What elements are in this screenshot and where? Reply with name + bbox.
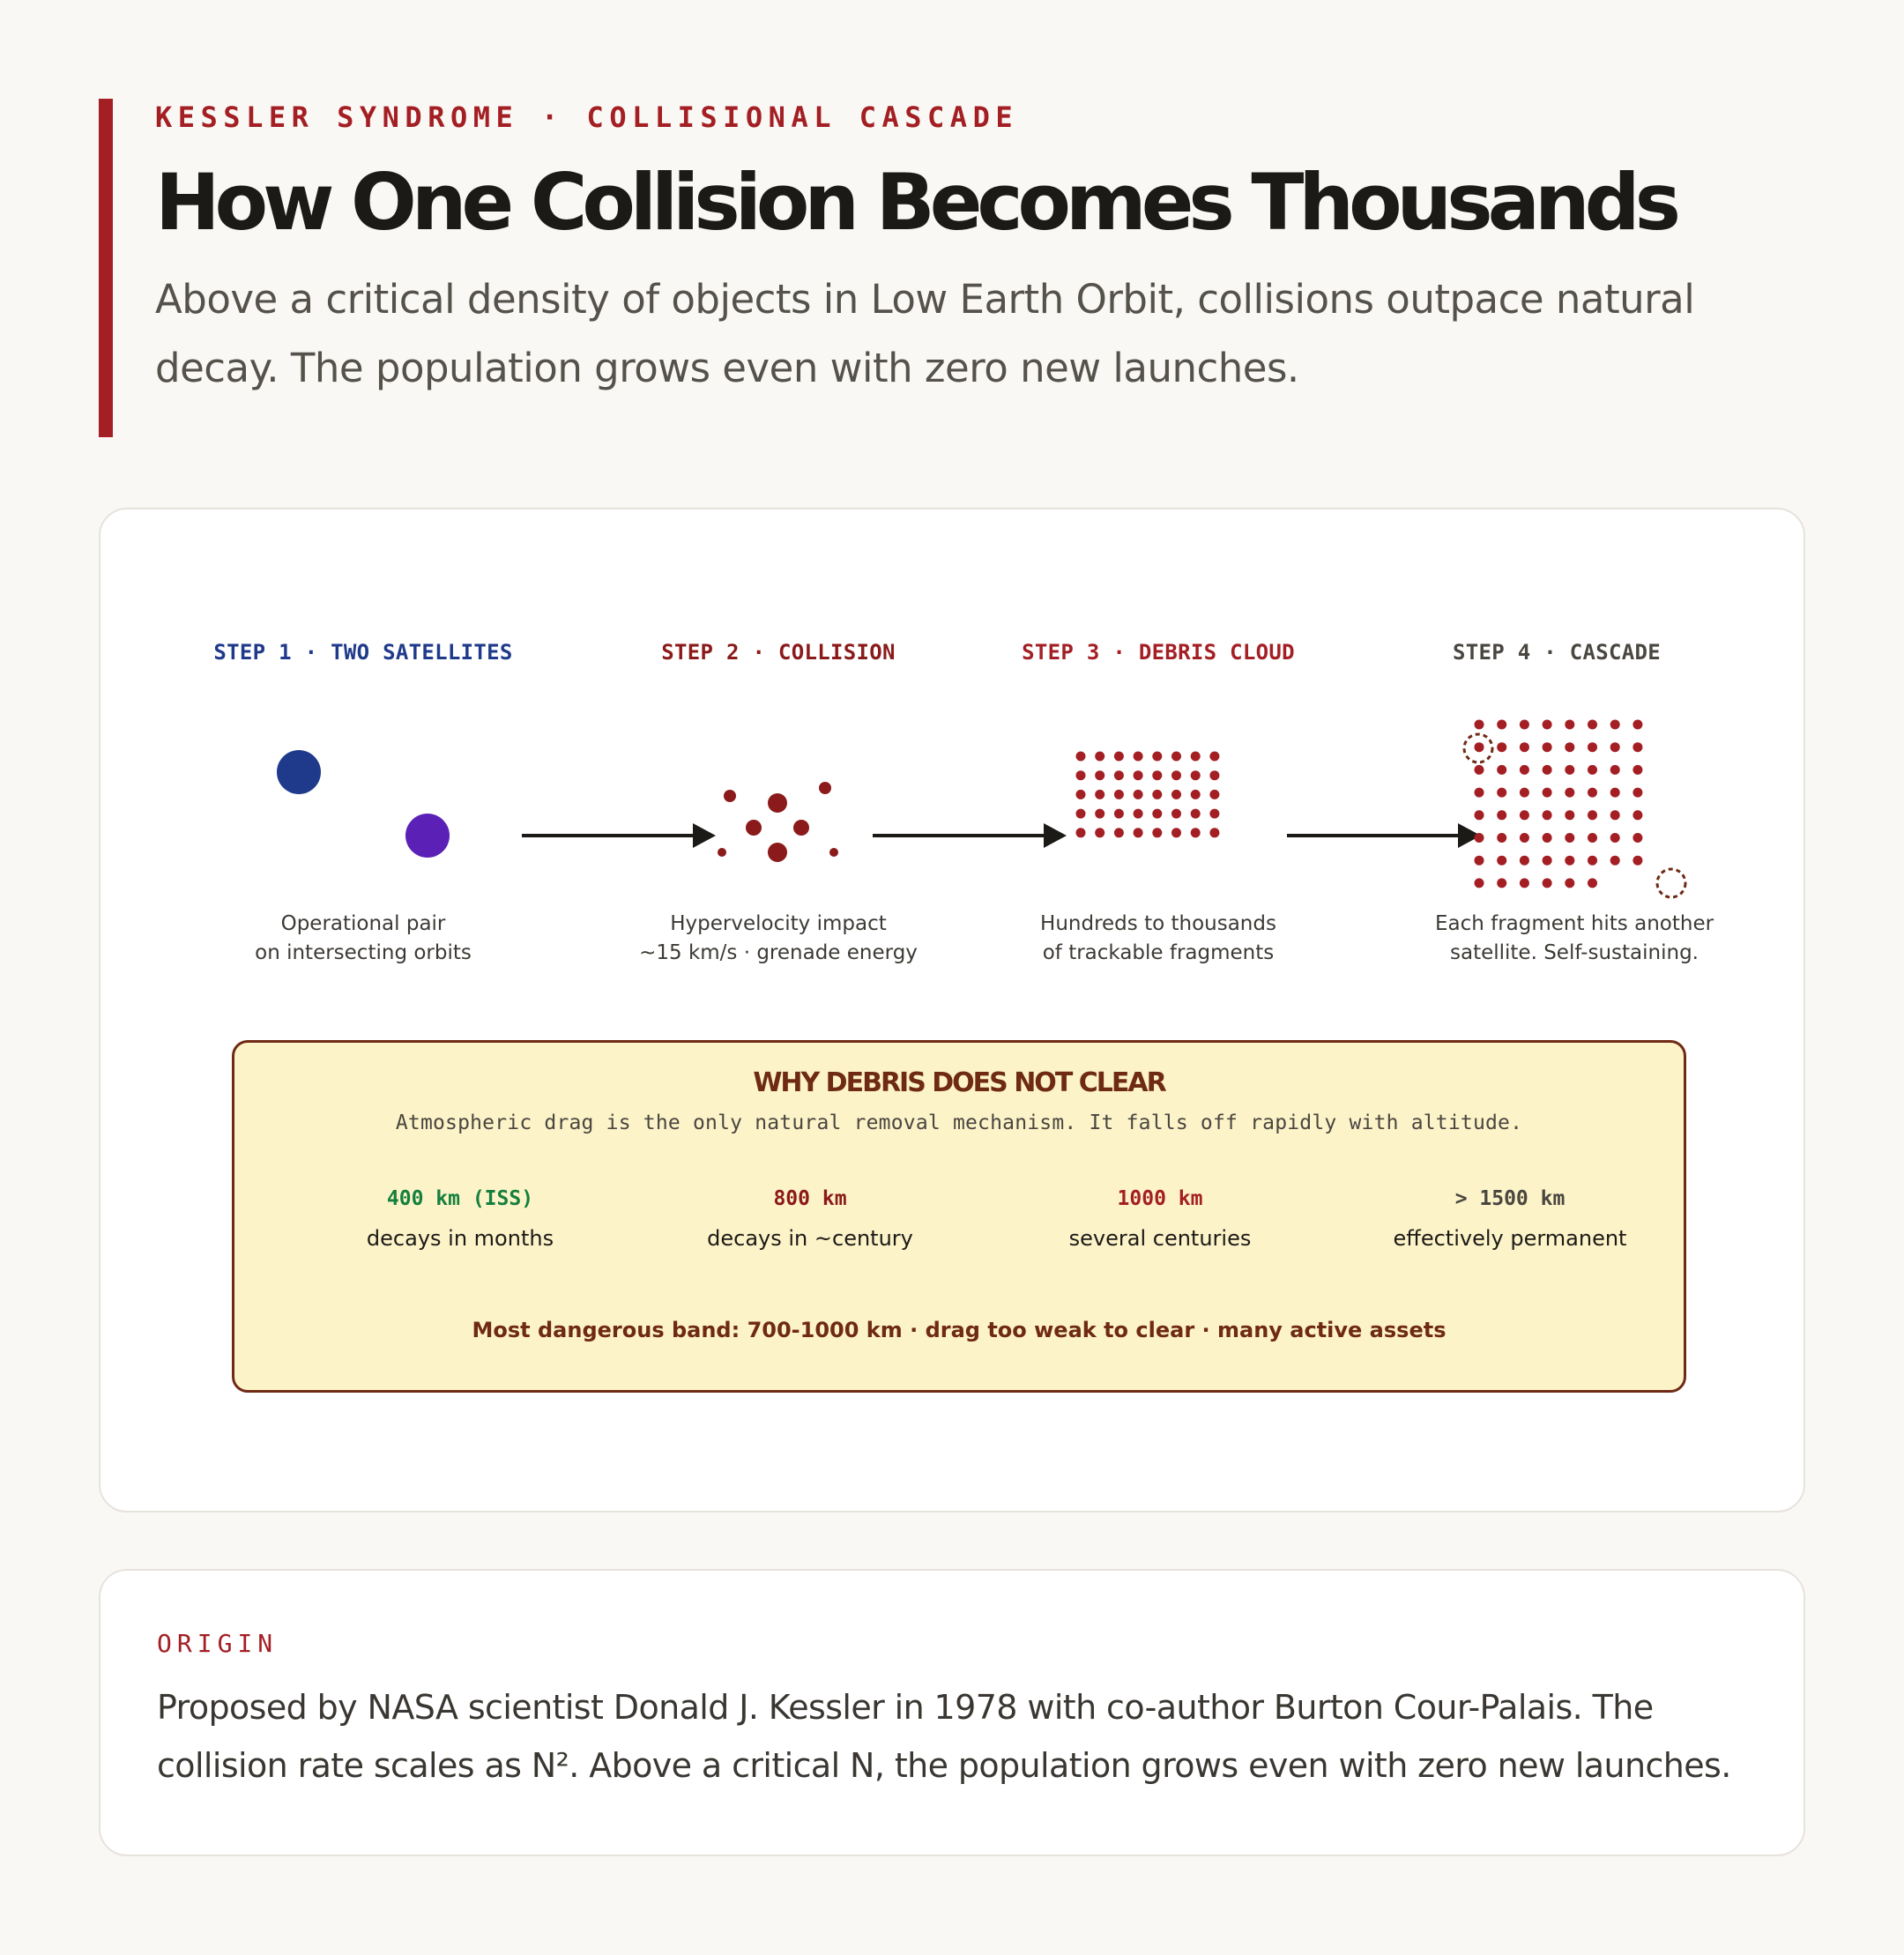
debris-fragment-icon <box>1633 765 1642 775</box>
step-2-label: STEP 2 · COLLISION <box>661 640 896 665</box>
debris-fragment-icon <box>1191 809 1201 819</box>
debris-fragment-icon <box>1588 878 1597 888</box>
debris-fragment-icon <box>1610 810 1620 820</box>
band-1500km <box>1342 1187 1677 1251</box>
eyebrow: KESSLER SYNDROME · COLLISIONAL CASCADE <box>155 100 1019 134</box>
debris-fragment-icon <box>1134 752 1143 762</box>
cascade-graphic <box>1475 720 1643 888</box>
debris-fragment-icon <box>1191 770 1201 780</box>
fragment-icon <box>724 790 736 802</box>
debris-fragment-icon <box>1152 752 1162 762</box>
step-3-caption <box>991 910 1326 968</box>
debris-fragment-icon <box>1520 833 1529 843</box>
debris-fragment-icon <box>1171 809 1181 819</box>
debris-fragment-icon <box>1520 742 1529 752</box>
fragment-icon <box>768 793 787 813</box>
debris-fragment-icon <box>1543 742 1552 752</box>
debris-fragment-icon <box>1497 742 1506 752</box>
impact-ring-icon <box>1657 869 1685 897</box>
step-1-caption-line-1: Operational pair <box>280 912 446 935</box>
debris-fragment-icon <box>1134 809 1143 819</box>
step-2-caption <box>611 910 946 968</box>
debris-fragment-icon <box>1633 742 1642 752</box>
debris-fragment-icon <box>1114 752 1124 762</box>
step-1-graphic <box>277 750 450 858</box>
debris-fragment-icon <box>1076 790 1086 799</box>
debris-fragment-icon <box>1565 810 1574 820</box>
decay-panel <box>232 1040 1686 1393</box>
debris-fragment-icon <box>1633 720 1642 730</box>
debris-fragment-icon <box>1565 833 1574 843</box>
page-title: How One Collision Becomes Thousands <box>155 157 1676 248</box>
debris-fragment-icon <box>1475 788 1484 798</box>
origin-text: Proposed by NASA scientist Donald J. Kessler in 1978 with co-author Burton Cour-Palais. The collision rate scales as N². Above a critical N, the population grows even with zero new launches. <box>157 1688 1731 1785</box>
debris-fragment-icon <box>1095 770 1104 780</box>
band-altitude: 800 km <box>773 1187 847 1210</box>
debris-fragment-icon <box>1633 833 1642 843</box>
debris-fragment-icon <box>1543 765 1552 775</box>
band-800km <box>643 1187 978 1251</box>
step-3-caption-line-1: Hundreds to thousands <box>1040 912 1276 935</box>
debris-fragment-icon <box>1633 856 1642 866</box>
debris-fragment-icon <box>1497 833 1506 843</box>
debris-fragment-icon <box>1152 790 1162 799</box>
step-1-caption <box>196 910 531 968</box>
debris-fragment-icon <box>1520 856 1529 866</box>
debris-fragment-icon <box>1475 878 1484 888</box>
debris-fragment-icon <box>1114 790 1124 799</box>
step-2-caption-line-2: ~15 km/s · grenade energy <box>639 941 918 964</box>
debris-fragment-icon <box>1095 752 1104 762</box>
debris-fragment-icon <box>1152 770 1162 780</box>
debris-fragment-icon <box>1565 856 1574 866</box>
step-4-label: STEP 4 · CASCADE <box>1453 640 1661 665</box>
debris-fragment-icon <box>1475 833 1484 843</box>
band-lifetime: effectively permanent <box>1393 1226 1627 1251</box>
debris-fragment-icon <box>1076 828 1086 837</box>
debris-fragment-icon <box>1565 742 1574 752</box>
band-lifetime: several centuries <box>1068 1226 1252 1251</box>
debris-fragment-icon <box>1610 833 1620 843</box>
debris-fragment-icon <box>1588 765 1597 775</box>
fragment-icon <box>819 782 831 794</box>
fragment-icon <box>829 848 838 857</box>
step-1-label: STEP 1 · TWO SATELLITES <box>213 640 513 665</box>
debris-fragment-icon <box>1497 765 1506 775</box>
satellite-b-icon <box>405 814 450 858</box>
decay-description: Atmospheric drag is the only natural removal mechanism. It falls off rapidly with altitude. <box>395 1111 1523 1134</box>
origin-card <box>99 1569 1805 1856</box>
origin-label: ORIGIN <box>157 1629 279 1658</box>
debris-fragment-icon <box>1475 765 1484 775</box>
debris-fragment-icon <box>1209 752 1219 762</box>
debris-fragment-icon <box>1520 878 1529 888</box>
debris-fragment-icon <box>1543 720 1552 730</box>
debris-fragment-icon <box>1475 720 1484 730</box>
satellite-a-icon <box>277 750 321 794</box>
debris-fragment-icon <box>1209 790 1219 799</box>
debris-fragment-icon <box>1475 742 1484 752</box>
debris-fragment-icon <box>1152 828 1162 837</box>
debris-fragment-icon <box>1114 828 1124 837</box>
debris-fragment-icon <box>1191 752 1201 762</box>
debris-fragment-icon <box>1191 790 1201 799</box>
fragment-icon <box>793 820 809 836</box>
debris-fragment-icon <box>1497 720 1506 730</box>
debris-cloud-graphic <box>1076 752 1220 838</box>
arrow-1-icon <box>522 823 716 848</box>
debris-fragment-icon <box>1171 828 1181 837</box>
debris-fragment-icon <box>1633 810 1642 820</box>
debris-fragment-icon <box>1588 856 1597 866</box>
step-4-caption-line-1: Each fragment hits another <box>1434 912 1714 935</box>
header <box>99 99 1826 437</box>
debris-fragment-icon <box>1497 856 1506 866</box>
collision-graphic <box>718 782 838 862</box>
decay-title: WHY DEBRIS DOES NOT CLEAR <box>753 1067 1165 1098</box>
debris-fragment-icon <box>1209 828 1219 837</box>
debris-fragment-icon <box>1610 742 1620 752</box>
band-400km <box>293 1187 628 1251</box>
fragment-icon <box>718 848 726 857</box>
debris-fragment-icon <box>1588 788 1597 798</box>
debris-fragment-icon <box>1610 788 1620 798</box>
band-altitude: > 1500 km <box>1454 1187 1566 1210</box>
step-3-caption-line-2: of trackable fragments <box>1042 941 1275 964</box>
decay-note: Most dangerous band: 700-1000 km · drag too weak to clear · many active assets <box>472 1318 1447 1342</box>
debris-fragment-icon <box>1497 788 1506 798</box>
debris-fragment-icon <box>1134 828 1143 837</box>
debris-fragment-icon <box>1475 810 1484 820</box>
debris-fragment-icon <box>1095 809 1104 819</box>
debris-fragment-icon <box>1209 770 1219 780</box>
debris-fragment-icon <box>1209 809 1219 819</box>
page-subtitle: Above a critical density of objects in Low Earth Orbit, collisions outpace natural decay. The population grows even with zero new launches. <box>155 275 1695 391</box>
step-1-caption-line-2: on intersecting orbits <box>255 941 472 964</box>
fragment-icon <box>768 843 787 862</box>
step-3-label: STEP 3 · DEBRIS CLOUD <box>1022 640 1295 665</box>
debris-fragment-icon <box>1543 833 1552 843</box>
debris-fragment-icon <box>1543 810 1552 820</box>
debris-fragment-icon <box>1114 770 1124 780</box>
debris-fragment-icon <box>1171 752 1181 762</box>
debris-fragment-icon <box>1543 788 1552 798</box>
step-4-caption-line-2: satellite. Self-sustaining. <box>1450 941 1699 964</box>
debris-fragment-icon <box>1520 720 1529 730</box>
debris-fragment-icon <box>1134 790 1143 799</box>
fragment-icon <box>746 820 762 836</box>
debris-fragment-icon <box>1076 770 1086 780</box>
band-lifetime: decays in months <box>366 1226 554 1251</box>
debris-fragment-icon <box>1171 770 1181 780</box>
debris-fragment-icon <box>1134 770 1143 780</box>
debris-fragment-icon <box>1076 752 1086 762</box>
debris-fragment-icon <box>1475 856 1484 866</box>
step-4-caption <box>1407 910 1742 968</box>
debris-fragment-icon <box>1565 878 1574 888</box>
debris-fragment-icon <box>1171 790 1181 799</box>
debris-fragment-icon <box>1076 809 1086 819</box>
debris-fragment-icon <box>1152 809 1162 819</box>
debris-fragment-icon <box>1497 810 1506 820</box>
debris-fragment-icon <box>1543 878 1552 888</box>
debris-fragment-icon <box>1610 720 1620 730</box>
debris-fragment-icon <box>1565 720 1574 730</box>
debris-fragment-icon <box>1610 856 1620 866</box>
band-1000km <box>993 1187 1328 1251</box>
debris-fragment-icon <box>1520 810 1529 820</box>
band-altitude: 400 km (ISS) <box>386 1187 534 1210</box>
debris-fragment-icon <box>1497 878 1506 888</box>
arrow-2-icon <box>873 823 1067 848</box>
band-lifetime: decays in ~century <box>707 1226 913 1251</box>
debris-fragment-icon <box>1565 765 1574 775</box>
band-altitude: 1000 km <box>1117 1187 1203 1210</box>
debris-fragment-icon <box>1543 856 1552 866</box>
debris-fragment-icon <box>1633 788 1642 798</box>
debris-fragment-icon <box>1520 788 1529 798</box>
debris-fragment-icon <box>1520 765 1529 775</box>
debris-fragment-icon <box>1588 742 1597 752</box>
debris-fragment-icon <box>1095 790 1104 799</box>
debris-fragment-icon <box>1588 810 1597 820</box>
debris-fragment-icon <box>1565 788 1574 798</box>
step-2-caption-line-1: Hypervelocity impact <box>670 912 887 935</box>
arrow-3-icon <box>1287 823 1481 848</box>
debris-fragment-icon <box>1588 833 1597 843</box>
debris-fragment-icon <box>1610 765 1620 775</box>
debris-fragment-icon <box>1095 828 1104 837</box>
debris-fragment-icon <box>1588 720 1597 730</box>
debris-fragment-icon <box>1191 828 1201 837</box>
cascade-diagram <box>100 509 1807 1126</box>
debris-fragment-icon <box>1114 809 1124 819</box>
